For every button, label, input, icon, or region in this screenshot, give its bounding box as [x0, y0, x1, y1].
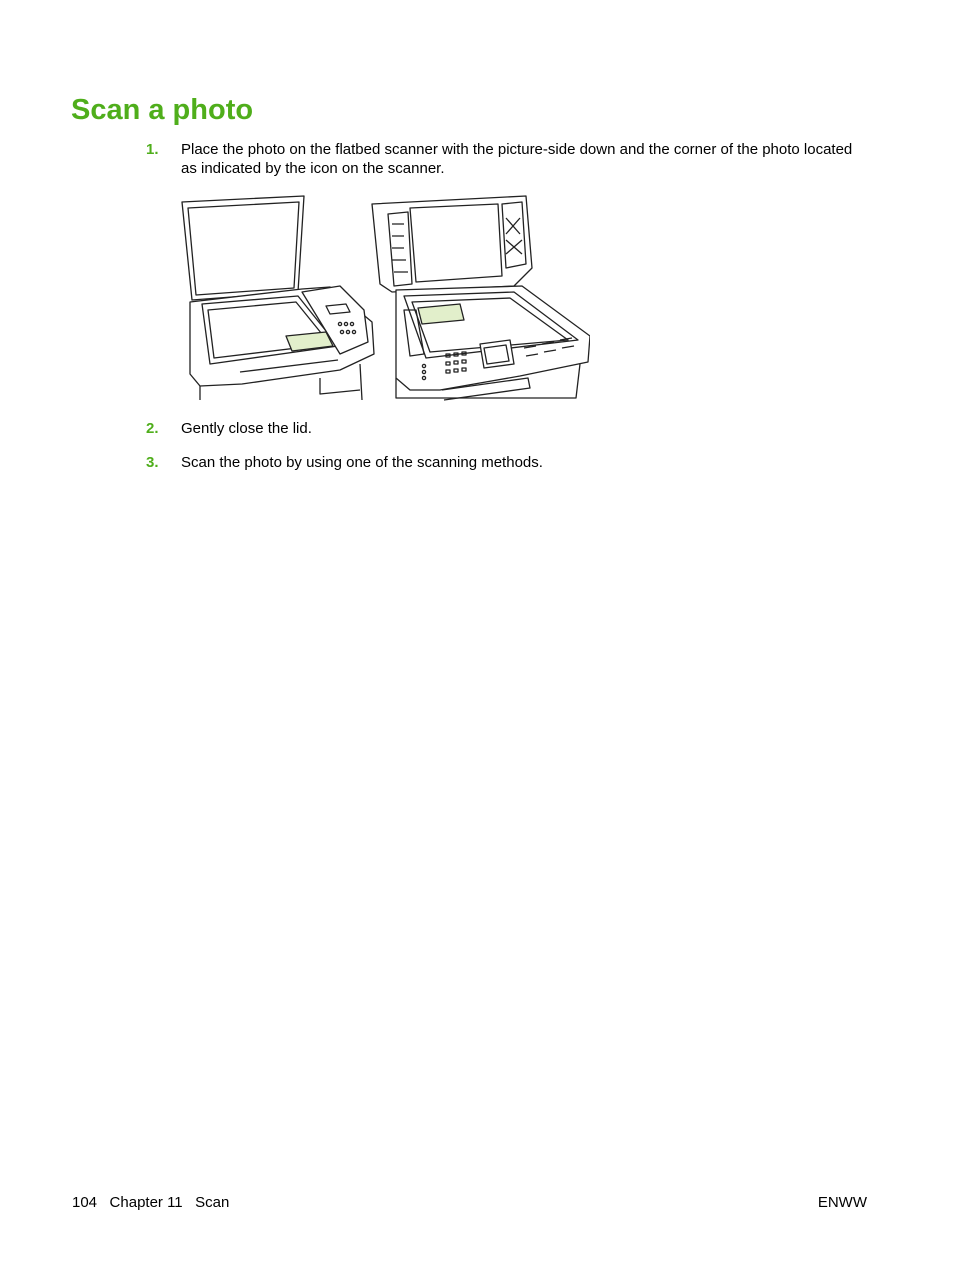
scanner-illustration-svg	[180, 194, 590, 402]
adf-scanner-open-lid-icon	[372, 196, 590, 400]
page-number: 104	[72, 1194, 98, 1211]
chapter-label: Chapter 11	[109, 1194, 183, 1211]
step-text: Gently close the lid.	[181, 420, 312, 437]
photo-on-glass	[418, 304, 464, 324]
page-footer-right: ENWW	[817, 1194, 867, 1211]
section-label: Scan	[195, 1194, 230, 1211]
step-number: 1.	[146, 141, 159, 158]
step-number: 2.	[146, 420, 159, 437]
page-footer-left	[72, 1193, 229, 1212]
page-title: Scan a photo	[71, 94, 254, 126]
flatbed-scanner-open-lid-icon	[182, 196, 374, 400]
step-text: Scan the photo by using one of the scanning methods.	[181, 454, 543, 471]
scanner-illustration	[180, 194, 590, 402]
step-number: 3.	[146, 454, 159, 471]
step-text: Place the photo on the flatbed scanner with the picture-side down and the corner of the photo located as indicated by the icon on the scanner.	[181, 141, 853, 177]
